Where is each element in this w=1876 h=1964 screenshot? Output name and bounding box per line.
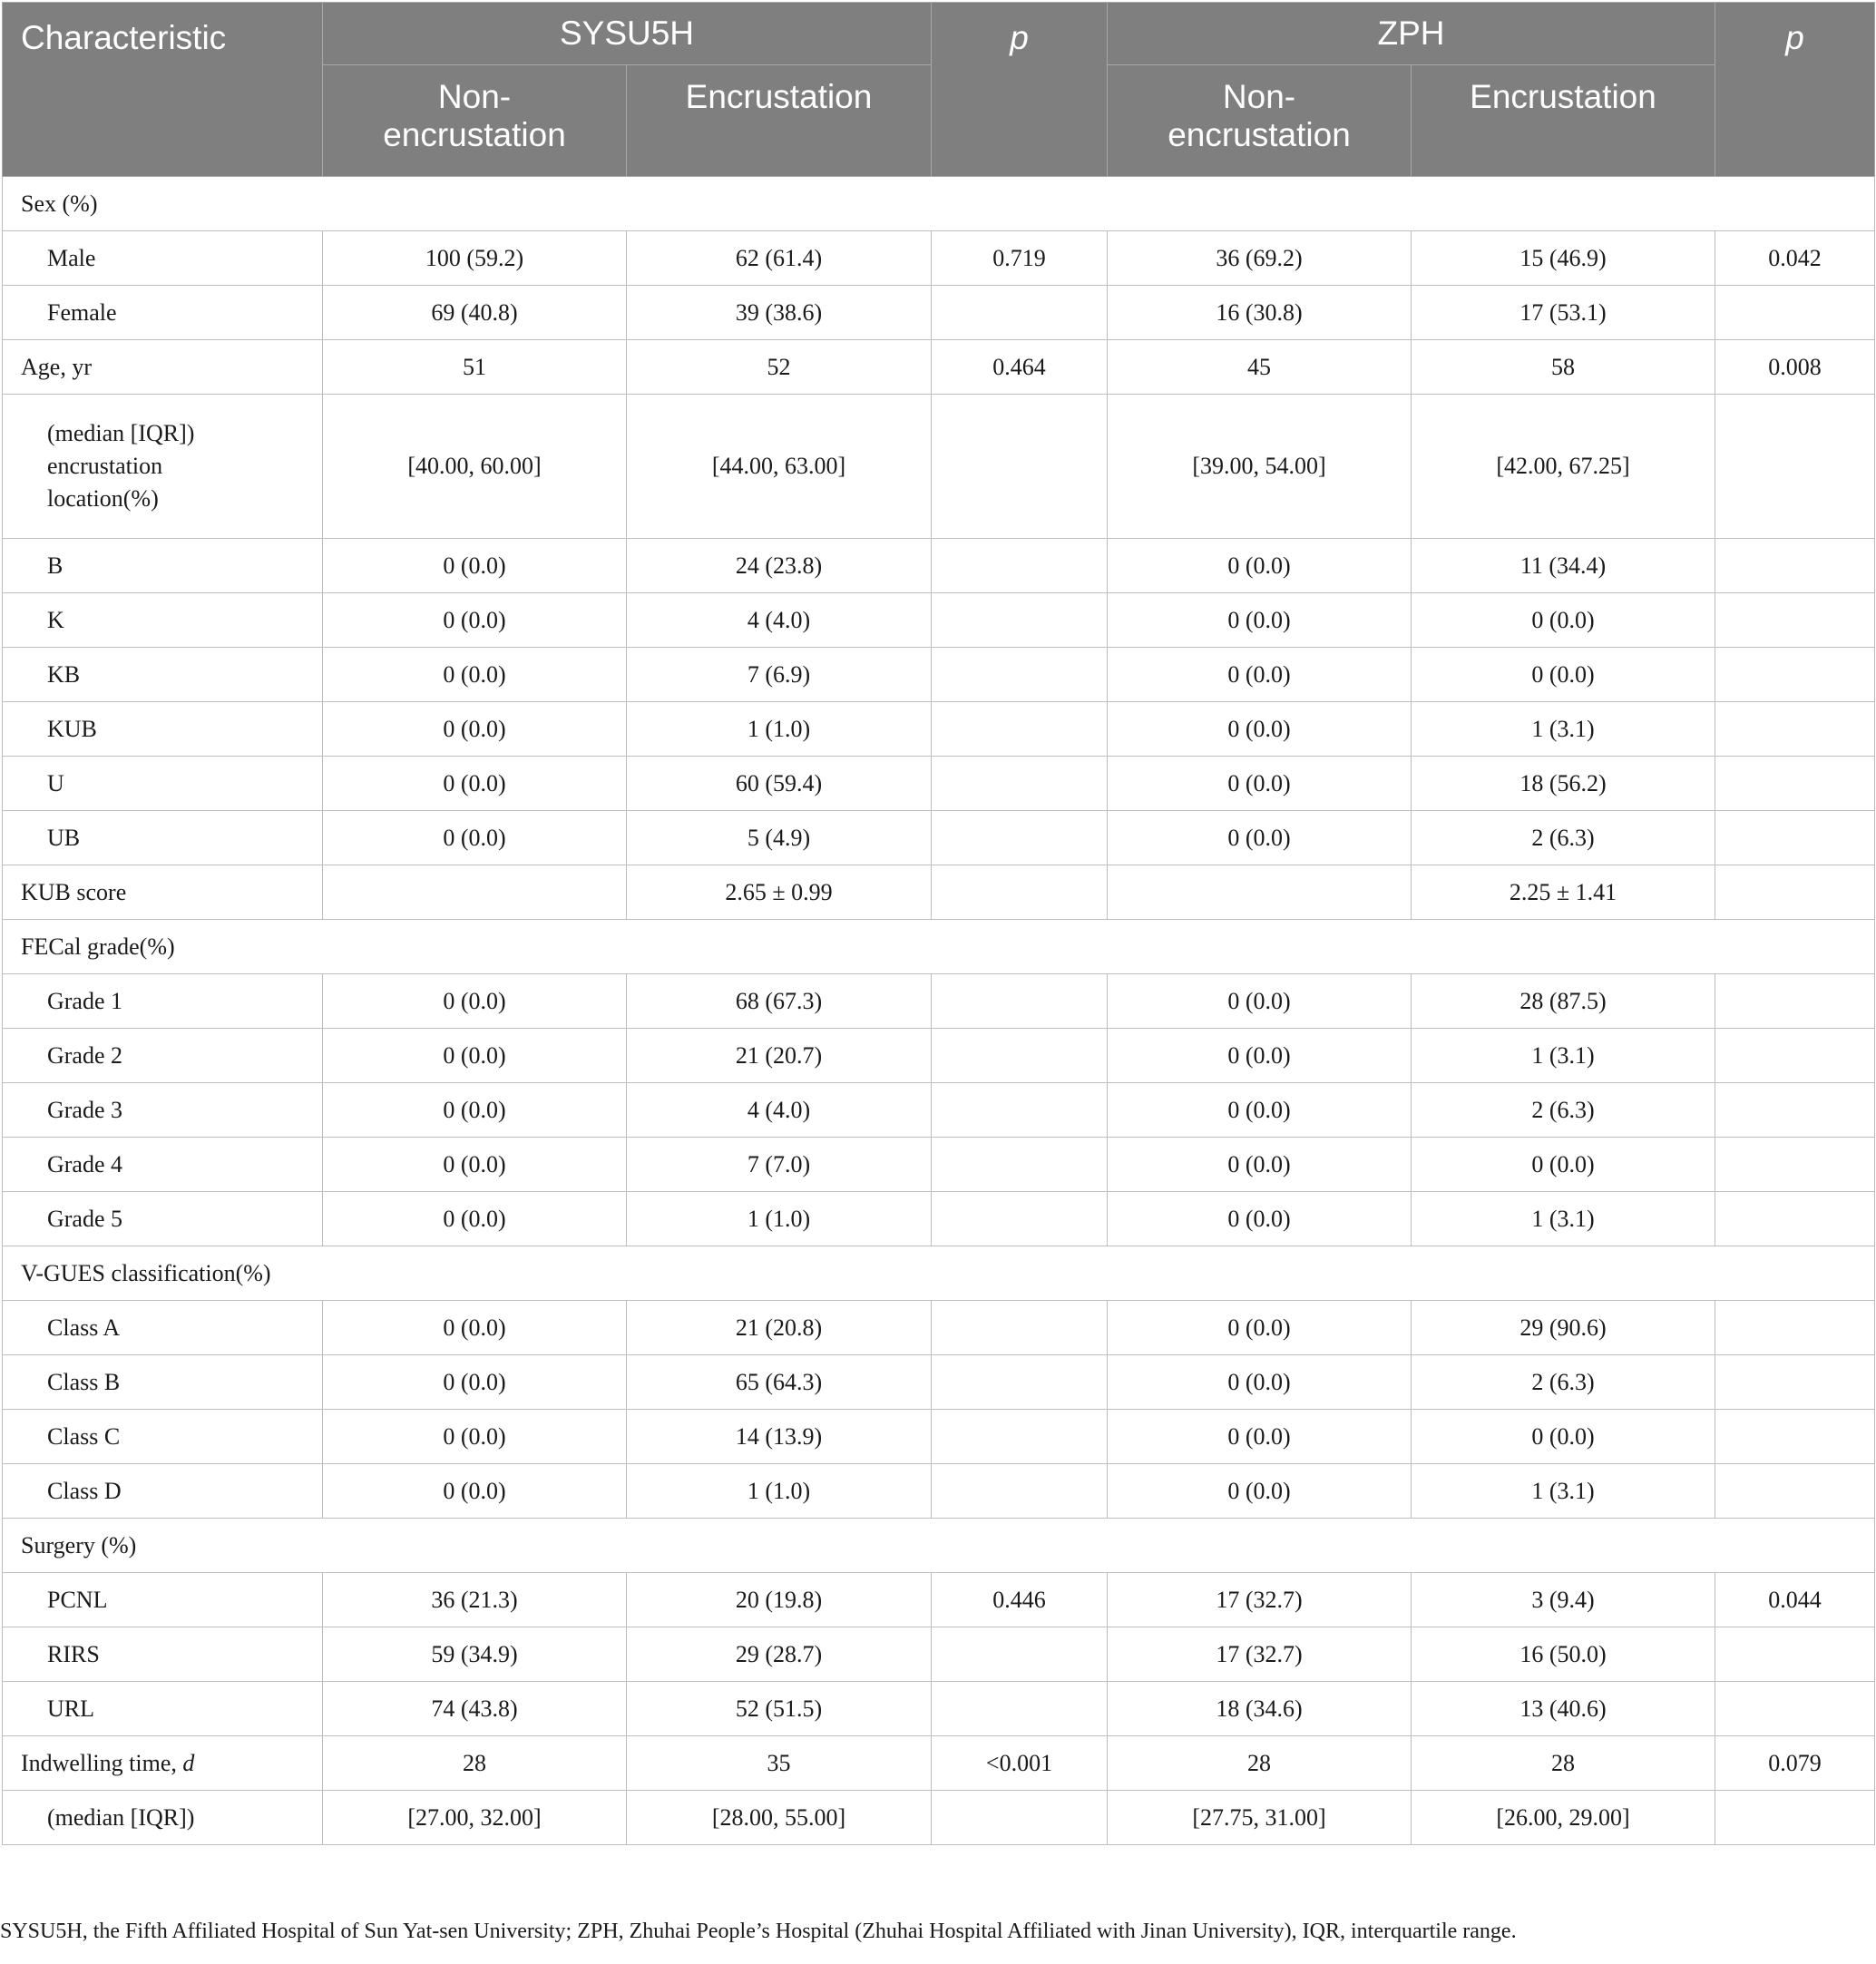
p-value-cell [1715,865,1875,920]
row-label-text: Age, yr [21,353,92,380]
section-label: Surgery (%) [3,1519,1875,1573]
data-cell: 0 (0.0) [1412,648,1715,702]
p-value-cell [932,1791,1108,1845]
table-row [3,593,1875,648]
section-row [3,1519,1875,1573]
data-cell: 1 (3.1) [1412,702,1715,757]
p-value-cell [1715,1410,1875,1464]
p-value-cell [932,1464,1108,1519]
p-value-cell [1715,1138,1875,1192]
data-cell: 21 (20.8) [627,1301,932,1355]
data-cell: 0 (0.0) [1108,1192,1412,1246]
table-row [3,286,1875,340]
data-cell: 20 (19.8) [627,1573,932,1627]
row-label [3,593,323,648]
table-row [3,1355,1875,1410]
table-row [3,1573,1875,1627]
characteristics-table [2,2,1875,1845]
row-label [3,286,323,340]
p-value-cell [1715,1627,1875,1682]
section-row [3,1246,1875,1301]
data-cell: 21 (20.7) [627,1029,932,1083]
table-row [3,1301,1875,1355]
data-cell: 0 (0.0) [323,539,627,593]
p-value-cell [932,757,1108,811]
p-value-cell [932,811,1108,865]
data-cell: 1 (1.0) [627,702,932,757]
data-cell: 3 (9.4) [1412,1573,1715,1627]
data-cell: 18 (56.2) [1412,757,1715,811]
data-cell: 29 (28.7) [627,1627,932,1682]
row-label [3,1791,323,1845]
p-value-cell [932,395,1108,539]
p-value-cell [932,593,1108,648]
row-label-text: Class D [47,1477,122,1504]
row-label [3,1573,323,1627]
table-row [3,1627,1875,1682]
row-label [3,865,323,920]
row-label-text: KUB [47,715,97,742]
p-value-cell [932,1083,1108,1138]
data-cell: 15 (46.9) [1412,231,1715,286]
data-cell: 2 (6.3) [1412,811,1715,865]
data-cell: 0 (0.0) [1108,1464,1412,1519]
data-cell: 28 (87.5) [1412,974,1715,1029]
p-value-cell [1715,702,1875,757]
data-cell: 2.65 ± 0.99 [627,865,932,920]
row-label-text: Grade 3 [47,1096,123,1123]
table-row [3,1682,1875,1736]
header-group-zph: ZPH [1108,3,1715,65]
table-row [3,648,1875,702]
table-row [3,231,1875,286]
p-value-cell: 0.464 [932,340,1108,395]
data-cell: [44.00, 63.00] [627,395,932,539]
row-label [3,1192,323,1246]
data-cell: 0 (0.0) [1108,593,1412,648]
data-cell: 51 [323,340,627,395]
data-cell: 0 (0.0) [1108,702,1412,757]
data-cell: 60 (59.4) [627,757,932,811]
data-cell: 35 [627,1736,932,1791]
table-row [3,702,1875,757]
row-label [3,1682,323,1736]
table-row [3,1029,1875,1083]
row-label-text: KB [47,660,81,688]
table-row [3,1192,1875,1246]
row-label-text: Grade 2 [47,1041,123,1069]
table-footnote: SYSU5H, the Fifth Affiliated Hospital of Sun Yat-sen University; ZPH, Zhuhai People’s Hospital (Zhuhai Hospital Affiliated with Jinan University), IQR, interquartile range. [0,1920,1517,1943]
p-value-cell [932,1355,1108,1410]
section-label: FECal grade(%) [3,920,1875,974]
data-cell: 0 (0.0) [1108,539,1412,593]
row-label-text: Grade 5 [47,1205,123,1232]
data-cell: 36 (69.2) [1108,231,1412,286]
p-value-cell [1715,757,1875,811]
header-encrustation-sysu5h: Encrustation [627,65,932,177]
data-cell: 0 (0.0) [1108,757,1412,811]
data-cell: [28.00, 55.00] [627,1791,932,1845]
table-row [3,1736,1875,1791]
row-label [3,1138,323,1192]
data-cell: 1 (3.1) [1412,1029,1715,1083]
data-cell: 0 (0.0) [1108,1301,1412,1355]
row-label [3,1410,323,1464]
p-value-cell [1715,811,1875,865]
header-row-groups [3,3,1875,65]
row-label-text: Grade 4 [47,1150,123,1177]
row-label [3,648,323,702]
data-cell: 1 (3.1) [1412,1192,1715,1246]
row-label [3,1301,323,1355]
p-value-cell [932,1410,1108,1464]
table-row [3,539,1875,593]
table-row [3,1410,1875,1464]
p-value-cell: 0.719 [932,231,1108,286]
data-cell: 4 (4.0) [627,593,932,648]
row-label-text: Class B [47,1368,121,1395]
data-cell: 0 (0.0) [1108,811,1412,865]
p-value-cell [1715,1464,1875,1519]
data-cell: 0 (0.0) [1108,1029,1412,1083]
p-value-cell [1715,593,1875,648]
data-cell: 0 (0.0) [323,1355,627,1410]
data-cell [1108,865,1412,920]
data-cell: 0 (0.0) [323,1464,627,1519]
p-value-cell [1715,1791,1875,1845]
data-cell: 0 (0.0) [323,974,627,1029]
p-value-cell [1715,1083,1875,1138]
p-value-cell [932,648,1108,702]
table-row [3,1791,1875,1845]
data-cell: 52 [627,340,932,395]
data-cell: 13 (40.6) [1412,1682,1715,1736]
data-cell: 0 (0.0) [323,1083,627,1138]
row-label-text: Male [47,244,96,271]
data-cell: 0 (0.0) [1108,974,1412,1029]
data-cell: 0 (0.0) [323,757,627,811]
data-cell: 45 [1108,340,1412,395]
data-cell: 0 (0.0) [1412,1410,1715,1464]
p-value-cell [1715,286,1875,340]
data-cell: [42.00, 67.25] [1412,395,1715,539]
data-cell: 1 (3.1) [1412,1464,1715,1519]
data-cell: 59 (34.9) [323,1627,627,1682]
data-cell: 0 (0.0) [323,648,627,702]
section-label: Sex (%) [3,177,1875,231]
data-cell: 58 [1412,340,1715,395]
row-label-text: Class A [47,1314,121,1341]
data-cell: 0 (0.0) [1412,1138,1715,1192]
data-cell: 18 (34.6) [1108,1682,1412,1736]
data-cell: 16 (50.0) [1412,1627,1715,1682]
p-value-cell [1715,648,1875,702]
row-label [3,340,323,395]
data-cell: 11 (34.4) [1412,539,1715,593]
data-cell: 2 (6.3) [1412,1083,1715,1138]
data-cell: 52 (51.5) [627,1682,932,1736]
p-value-cell [1715,1301,1875,1355]
section-row [3,177,1875,231]
data-cell: 5 (4.9) [627,811,932,865]
data-cell: [26.00, 29.00] [1412,1791,1715,1845]
data-cell: 4 (4.0) [627,1083,932,1138]
row-label [3,702,323,757]
row-label-text: Grade 1 [47,987,123,1014]
data-cell: 17 (32.7) [1108,1573,1412,1627]
data-cell: 7 (6.9) [627,648,932,702]
row-label-text: (median [IQR]) [47,1803,195,1831]
header-non-encrustation-sysu5h: Non- encrustation [323,65,627,177]
data-cell: 0 (0.0) [323,1301,627,1355]
row-label-text: URL [47,1695,94,1722]
p-value-cell: 0.446 [932,1573,1108,1627]
row-label [3,1083,323,1138]
p-value-cell [932,1627,1108,1682]
p-value-cell: 0.079 [1715,1736,1875,1791]
data-cell: 0 (0.0) [323,593,627,648]
table-row [3,865,1875,920]
data-cell: 68 (67.3) [627,974,932,1029]
data-cell: 0 (0.0) [1412,593,1715,648]
data-cell: 62 (61.4) [627,231,932,286]
p-value-cell [932,1301,1108,1355]
data-cell: 28 [1412,1736,1715,1791]
data-cell: 1 (1.0) [627,1192,932,1246]
p-value-cell [932,974,1108,1029]
row-label-text: K [47,606,64,633]
row-label [3,231,323,286]
table-row [3,1083,1875,1138]
row-label-text: Indwelling time, [21,1749,183,1776]
data-cell: 100 (59.2) [323,231,627,286]
table-row [3,395,1875,539]
row-label-unit: d [182,1749,195,1776]
data-cell: 1 (1.0) [627,1464,932,1519]
p-value-cell [932,865,1108,920]
p-value-cell [1715,1192,1875,1246]
p-value-cell [932,1192,1108,1246]
table-row [3,340,1875,395]
row-label-text: PCNL [47,1586,108,1613]
p-value-cell [932,702,1108,757]
row-label [3,811,323,865]
row-label [3,1029,323,1083]
table-row [3,811,1875,865]
row-label-text: Female [47,298,117,326]
data-cell: [39.00, 54.00] [1108,395,1412,539]
data-cell: 0 (0.0) [323,1192,627,1246]
data-cell: 0 (0.0) [1108,1410,1412,1464]
data-cell [323,865,627,920]
row-label-text: Class C [47,1422,121,1450]
header-group-sysu5h: SYSU5H [323,3,932,65]
section-label: V-GUES classification(%) [3,1246,1875,1301]
data-cell: 69 (40.8) [323,286,627,340]
header-encrustation-zph: Encrustation [1412,65,1715,177]
data-cell: 28 [323,1736,627,1791]
p-value-cell: 0.044 [1715,1573,1875,1627]
p-value-cell [1715,974,1875,1029]
data-cell: 0 (0.0) [323,1410,627,1464]
p-value-cell [932,1138,1108,1192]
data-cell: 24 (23.8) [627,539,932,593]
table-row [3,1138,1875,1192]
row-label-text: (median [IQR]) encrustation location(%) [47,420,195,512]
data-cell: [40.00, 60.00] [323,395,627,539]
data-cell: 0 (0.0) [323,1029,627,1083]
row-label [3,1627,323,1682]
data-cell: 17 (53.1) [1412,286,1715,340]
row-label [3,1464,323,1519]
p-value-cell [932,1682,1108,1736]
data-cell: 17 (32.7) [1108,1627,1412,1682]
data-cell: 0 (0.0) [1108,648,1412,702]
header-p-value-zph: p [1715,3,1875,177]
data-cell: 0 (0.0) [323,702,627,757]
row-label [3,1355,323,1410]
data-cell: [27.00, 32.00] [323,1791,627,1845]
data-cell: 0 (0.0) [1108,1083,1412,1138]
row-label [3,395,323,539]
data-cell: 0 (0.0) [1108,1138,1412,1192]
table-body [3,177,1875,1845]
row-label-text: RIRS [47,1640,100,1667]
row-label-text: U [47,769,64,796]
header-non-encrustation-zph: Non- encrustation [1108,65,1412,177]
row-label-text: B [47,552,64,579]
p-value-cell [932,286,1108,340]
p-value-cell: <0.001 [932,1736,1108,1791]
data-cell: 7 (7.0) [627,1138,932,1192]
data-cell: 2 (6.3) [1412,1355,1715,1410]
p-value-cell [1715,539,1875,593]
p-value-cell [932,539,1108,593]
p-value-cell [1715,1682,1875,1736]
p-value-cell: 0.008 [1715,340,1875,395]
row-label [3,1736,323,1791]
data-cell: 0 (0.0) [1108,1355,1412,1410]
data-cell: 65 (64.3) [627,1355,932,1410]
data-cell: 36 (21.3) [323,1573,627,1627]
data-cell: 14 (13.9) [627,1410,932,1464]
header-p-value-sysu5h: p [932,3,1108,177]
row-label [3,974,323,1029]
data-cell: 16 (30.8) [1108,286,1412,340]
section-row [3,920,1875,974]
p-value-cell: 0.042 [1715,231,1875,286]
data-cell: 28 [1108,1736,1412,1791]
table-row [3,757,1875,811]
row-label [3,539,323,593]
data-cell: 0 (0.0) [323,811,627,865]
table-row [3,1464,1875,1519]
data-cell: 29 (90.6) [1412,1301,1715,1355]
p-value-cell [1715,395,1875,539]
data-cell: 74 (43.8) [323,1682,627,1736]
row-label [3,757,323,811]
row-label-text: UB [47,824,81,851]
data-cell: 0 (0.0) [323,1138,627,1192]
data-cell: [27.75, 31.00] [1108,1791,1412,1845]
p-value-cell [932,1029,1108,1083]
data-cell: 39 (38.6) [627,286,932,340]
p-value-cell [1715,1029,1875,1083]
table-header [3,3,1875,177]
data-cell: 2.25 ± 1.41 [1412,865,1715,920]
table-row [3,974,1875,1029]
p-value-cell [1715,1355,1875,1410]
row-label-text: KUB score [21,878,127,905]
header-characteristic: Characteristic [3,3,323,177]
